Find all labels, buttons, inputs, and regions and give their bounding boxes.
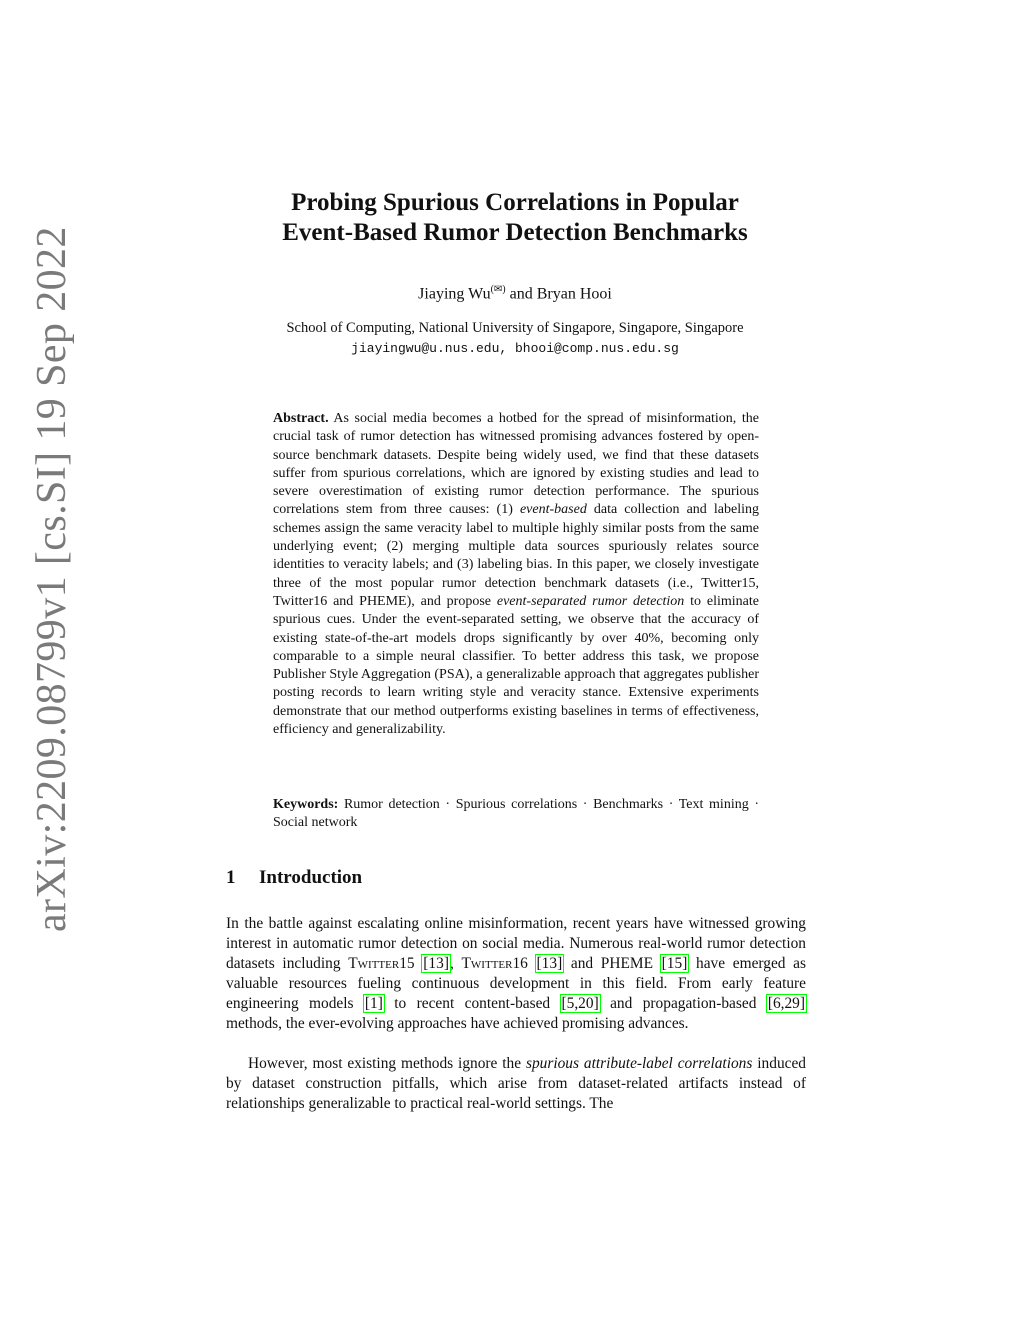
abstract-emphasis-2: event-separated rumor detection [496,593,685,609]
intro-text: In the battle against escalating online misinformation, recent years have witnessed growing interest in automatic rumor detection on social media. Numerous real-world rumor detection datasets including [226,915,806,972]
keywords-text: Rumor detection · Spurious correlations · Benchmarks · Text mining · Social network [273,797,759,831]
intro-text: 15 [399,955,423,972]
introduction-paragraph-2 [226,1054,806,1114]
keywords [273,796,759,833]
arxiv-identifier-stamp: arXiv:2209.08799v1 [cs.SI] 19 Sep 2022 [29,226,75,932]
citation-link-13[interactable]: [13] [536,955,563,972]
paper-title-line-2: Event-Based Rumor Detection Benchmarks [282,219,748,246]
author-line [200,284,830,303]
intro-text: However, most existing methods ignore the [248,1055,526,1072]
affiliation: School of Computing, National University of Singapore, Singapore, Singapore [286,320,744,336]
intro-text: 16 [512,955,536,972]
intro-text: induced by dataset construction pitfalls, which arise from dataset-related artifacts instead of relationships generalizable to practical real-world settings. The [226,1055,806,1112]
dataset-name-twitter15: Twitter [348,955,400,972]
intro-text: methods, the ever-evolving approaches have achieved promising advances. [226,1015,689,1032]
intro-text: and propagation-based [599,995,767,1012]
paper-title [200,188,830,248]
citation-link-13[interactable]: [13] [423,955,449,972]
abstract-text-1: As social media becomes a hotbed for the spread of misinformation, the crucial task of rumor detection has witnessed promising advances fostered by open-source benchmark datasets. Despite being widely used, we find that these datasets suffer from spurious correlations, which are ignored by existing studies and lead to severe overestimation of existing rumor detection performance. The spurious correlations stem from three causes: (1) [273,411,759,518]
keywords-label: Keywords: [273,797,339,812]
second-author: and Bryan Hooi [505,285,612,303]
citation-link-5-20[interactable]: [5,20] [561,995,599,1012]
dataset-name-twitter16: Twitter [461,955,513,972]
author-emails: jiayingwu@u.nus.edu, bhooi@comp.nus.edu.sg [351,341,679,356]
intro-text: have emerged as valuable resources fueling continuous development in this field. From early feature engineering models [226,955,806,1012]
paper-title-line-1: Probing Spurious Correlations in Popular [291,189,739,216]
introduction-paragraph-1 [226,914,806,1034]
intro-text: to recent content-based [383,995,561,1012]
abstract [273,410,759,739]
section-title: Introduction [259,867,363,888]
intro-emphasis: spurious attribute-label correlations [525,1055,753,1072]
abstract-text-2: data collection and labeling schemes assign the same veracity label to multiple highly similar posts from the same underlying event; (2) merging multiple data sources spuriously relates source identities to veracity labels; and (3) labeling bias. In this paper, we closely investigate three of the most popular rumor detection benchmark datasets (i.e., Twitter15, Twitter16 and PHEME), and propose [273,502,759,609]
abstract-text-3: to eliminate spurious cues. Under the event-separated setting, we observe that the accuracy of existing state-of-the-art models drops significantly by over 40%, becoming only comparable to a simple neural classifier. To better address this task, we propose Publisher Style Aggregation (PSA), a generalizable approach that aggregates publisher posting records to learn writing style and veracity stance. Extensive experiments demonstrate that our method outperforms existing baselines in terms of effectiveness, efficiency and generalizability. [273,593,760,738]
section-number: 1 [226,867,236,888]
citation-link-15[interactable]: [15] [661,955,688,972]
intro-text: , [449,955,462,972]
citation-link-1[interactable]: [1] [364,995,383,1012]
abstract-emphasis-1: event-based [519,502,587,518]
corresponding-author-mark: (✉) [490,284,506,295]
section-heading-introduction [226,867,806,889]
first-author: Jiaying Wu [418,285,491,303]
citation-link-6-29[interactable]: [6,29] [767,995,805,1012]
intro-text: and PHEME [563,955,661,972]
abstract-label: Abstract. [273,411,329,426]
